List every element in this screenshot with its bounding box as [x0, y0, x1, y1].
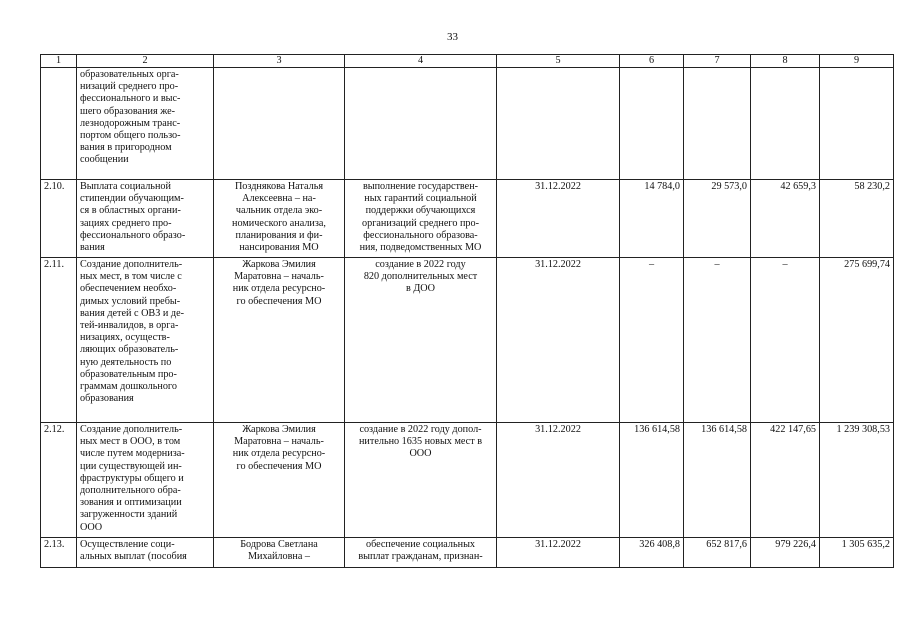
cell-activity: образовательных орга- низаций среднего про- фессионального и выс- шего образования же- лезнодорожным транс- портом общего пользо- вания в пригородном сообщении — [77, 68, 214, 180]
cell-value-8: – — [751, 258, 820, 423]
cell-number: 2.12. — [41, 423, 77, 538]
cell-date — [497, 68, 620, 180]
cell-value-9 — [820, 68, 894, 180]
cell-result: создание в 2022 году 820 дополнительных мест в ДОО — [345, 258, 497, 423]
cell-value-8: 422 147,65 — [751, 423, 820, 538]
cell-result: обеспечение социальных выплат гражданам, признан- — [345, 538, 497, 568]
column-header-5: 5 — [497, 55, 620, 68]
cell-value-8: 42 659,3 — [751, 180, 820, 258]
cell-responsible: Бодрова Светлана Михайловна – — [214, 538, 345, 568]
cell-date: 31.12.2022 — [497, 538, 620, 568]
cell-activity: Осуществление соци- альных выплат (пособия — [77, 538, 214, 568]
cell-value-7: 652 817,6 — [684, 538, 751, 568]
cell-value-9: 58 230,2 — [820, 180, 894, 258]
column-header-1: 1 — [41, 55, 77, 68]
column-header-4: 4 — [345, 55, 497, 68]
column-header-8: 8 — [751, 55, 820, 68]
table-row — [41, 538, 894, 568]
header-row — [41, 55, 894, 68]
cell-activity: Выплата социальной стипендии обучающим- ся в областных органи- зациях среднего про- фессионального образо- вания — [77, 180, 214, 258]
cell-value-7: 136 614,58 — [684, 423, 751, 538]
cell-value-6: – — [620, 258, 684, 423]
cell-result — [345, 68, 497, 180]
cell-value-8: 979 226,4 — [751, 538, 820, 568]
cell-responsible: Жаркова Эмилия Маратовна – началь- ник отдела ресурсно- го обеспечения МО — [214, 423, 345, 538]
column-header-9: 9 — [820, 55, 894, 68]
column-header-2: 2 — [77, 55, 214, 68]
cell-value-9: 1 305 635,2 — [820, 538, 894, 568]
program-table — [40, 54, 894, 568]
cell-date: 31.12.2022 — [497, 180, 620, 258]
table-row — [41, 180, 894, 258]
table-row — [41, 258, 894, 423]
cell-number: 2.13. — [41, 538, 77, 568]
cell-value-9: 1 239 308,53 — [820, 423, 894, 538]
cell-value-6: 136 614,58 — [620, 423, 684, 538]
table-row — [41, 68, 894, 180]
cell-number: 2.10. — [41, 180, 77, 258]
column-header-3: 3 — [214, 55, 345, 68]
cell-number: 2.11. — [41, 258, 77, 423]
cell-result: выполнение государствен- ных гарантий социальной поддержки обучающихся организаций среднего про- фессионального образова- ния, подведомственных МО — [345, 180, 497, 258]
cell-date: 31.12.2022 — [497, 423, 620, 538]
cell-result: создание в 2022 году допол- нительно 1635 новых мест в ООО — [345, 423, 497, 538]
column-header-7: 7 — [684, 55, 751, 68]
cell-responsible: Позднякова Наталья Алексеевна – на- чальник отдела эко- номического анализа, планирования и фи- нансирования МО — [214, 180, 345, 258]
cell-date: 31.12.2022 — [497, 258, 620, 423]
column-header-6: 6 — [620, 55, 684, 68]
cell-value-6: 14 784,0 — [620, 180, 684, 258]
cell-value-6: 326 408,8 — [620, 538, 684, 568]
table-row — [41, 423, 894, 538]
cell-value-6 — [620, 68, 684, 180]
cell-number — [41, 68, 77, 180]
cell-value-8 — [751, 68, 820, 180]
cell-value-7 — [684, 68, 751, 180]
cell-responsible: Жаркова Эмилия Маратовна – началь- ник отдела ресурсно- го обеспечения МО — [214, 258, 345, 423]
cell-activity: Создание дополнитель- ных мест в ООО, в том числе путем модерниза- ции существующей ин- фраструктуры общего и дополнительного обра- зования и оптимизации загруженности зданий ООО — [77, 423, 214, 538]
cell-value-9: 275 699,74 — [820, 258, 894, 423]
cell-value-7: – — [684, 258, 751, 423]
cell-activity: Создание дополнитель- ных мест, в том числе с обеспечением необхо- димых условий пребы- вания детей с ОВЗ и де- тей-инвалидов, в орга- низациях, осуществ- ляющих образователь- ную деятельность по образовательным про- граммам дошкольного образования — [77, 258, 214, 423]
cell-value-7: 29 573,0 — [684, 180, 751, 258]
cell-responsible — [214, 68, 345, 180]
page-number: 33 — [447, 31, 458, 43]
